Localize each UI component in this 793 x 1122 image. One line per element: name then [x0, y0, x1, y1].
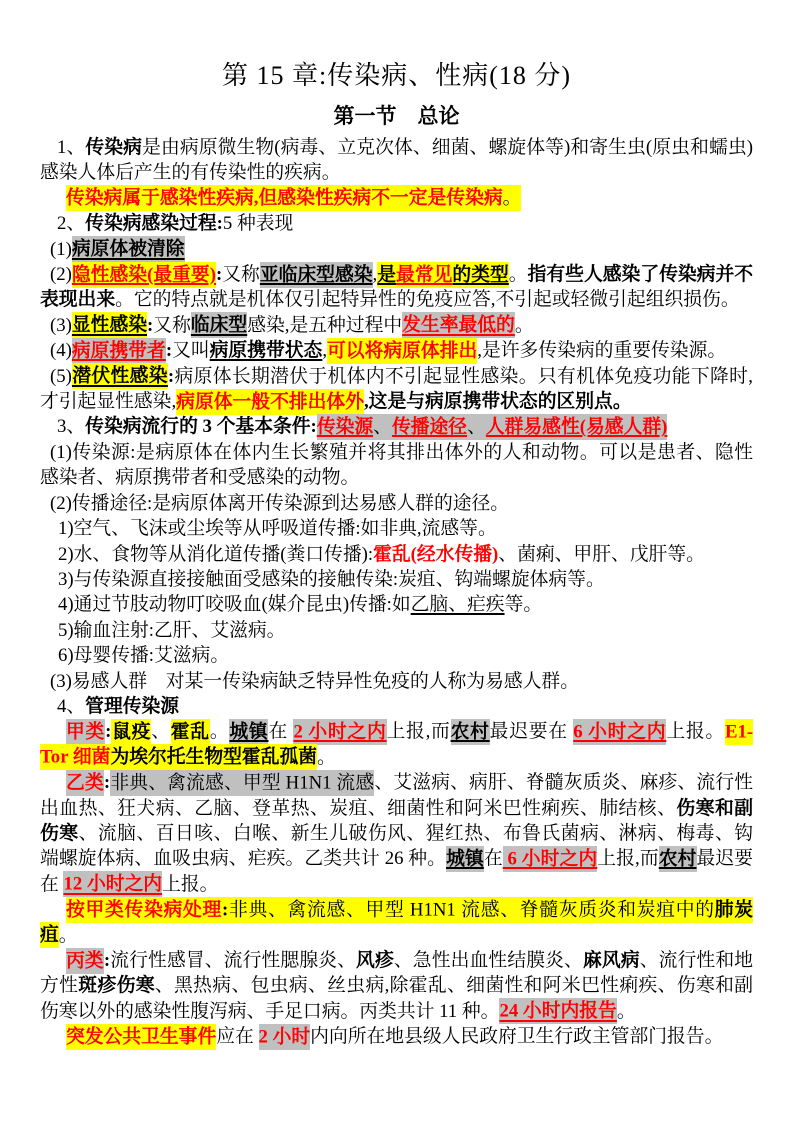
text-run: 最常见 [396, 262, 452, 288]
text-run: 伤寒和副伤寒 [40, 797, 754, 844]
text-run: 、 [151, 721, 171, 743]
text-run: (2)传播途径:是病原体离开传染源到达易感人群的途径。 [50, 492, 510, 514]
text-run: 6 小时之内 [573, 719, 666, 745]
paragraph [40, 211, 753, 236]
text-run: : [105, 721, 112, 743]
text-run: 传播途径 [392, 414, 467, 440]
text-run: 麻风病 [582, 950, 640, 971]
text-run: 潜伏性感染 [72, 363, 168, 389]
text-run: 指有些人感染了传染病并不表现出来 [40, 264, 754, 311]
text-run: 等。 [504, 594, 543, 616]
text-run: 风疹 [356, 950, 394, 971]
text-run: 最迟要在 [40, 848, 754, 895]
text-run: : [215, 264, 223, 286]
text-run: 农村 [451, 719, 490, 745]
text-run: 。 [209, 721, 230, 743]
text-run: 上报。 [162, 873, 219, 895]
text-run: 24 小时内报告 [499, 998, 616, 1024]
text-run: 2 小时 [259, 1024, 311, 1050]
text-run: 斑疹伤寒 [78, 975, 155, 997]
text-run: , [372, 264, 378, 286]
paragraph [40, 414, 753, 439]
text-run: 。 [58, 924, 78, 946]
text-run: 乙类 [66, 770, 104, 796]
text-run: : [103, 950, 111, 971]
text-run: 又称 [222, 264, 260, 286]
text-run: (1) [50, 238, 72, 260]
text-run: 城镇 [229, 719, 268, 745]
paragraph [40, 516, 753, 541]
text-run: 又称 [153, 314, 191, 336]
paragraph [40, 719, 753, 770]
text-run: (3)易感人群 对某一传染病缺乏特异性免疫的人称为易感人群。 [50, 670, 579, 692]
text-run: 。 [503, 185, 522, 211]
text-run: 。 [508, 264, 528, 286]
document-body [40, 135, 753, 1050]
text-run: 2、 [57, 213, 86, 235]
text-run: E1-Tor 细菌 [40, 719, 753, 770]
paragraph [40, 542, 753, 567]
text-run: 非典、禽流感、甲型 H1N1 流感 [110, 770, 374, 796]
text-run: 最迟要在 [489, 721, 574, 743]
text-run: : [222, 897, 228, 923]
text-run: 传染病 [85, 137, 143, 158]
text-run: 管理传染源 [85, 695, 180, 717]
text-run: 隐性感染(最重要) [72, 262, 216, 288]
text-run: (5) [50, 365, 72, 387]
paragraph [40, 770, 753, 897]
text-run: 的类型 [452, 262, 508, 288]
paragraph [40, 643, 753, 668]
paragraph [40, 948, 753, 1024]
paragraph [40, 440, 753, 491]
text-run: (1)传染源:是病原体在体内生长繁殖并将其排出体外的人和动物。可以是患者、隐性感染者、病原携带者和受感染的动物。 [40, 441, 753, 489]
paragraph [40, 313, 753, 338]
text-run: 、菌痢、甲肝、戊肝等。 [498, 543, 705, 565]
text-run: 。 [616, 1000, 636, 1022]
text-run: 临床型 [191, 312, 247, 338]
text-run: 人群易感性(易感人群) [486, 414, 668, 440]
text-run: 按甲类传染病处理 [66, 897, 222, 923]
text-run: 内向所在地县级人民政府卫生行政主管部门报告。 [310, 1026, 724, 1048]
paragraph [40, 262, 753, 313]
text-run: : [165, 340, 173, 362]
text-run: 1)空气、飞沫或尘埃等从呼吸道传播:如非典,流感等。 [58, 518, 497, 540]
text-run: 流行性感冒、流行性腮腺炎、 [110, 950, 357, 971]
paragraph [40, 694, 753, 719]
text-run: 是由病原微生物(病毒、立克次体、细菌、螺旋体等)和寄生虫(原虫和蠕虫)感染人体后产生的有传染性的疾病。 [40, 137, 754, 184]
text-run: 病原携带状态 [209, 340, 323, 362]
text-run: 可以将病原体排出 [327, 338, 477, 364]
text-run: 上报,而 [597, 848, 659, 870]
text-run: 发生率最低的 [402, 312, 515, 338]
text-run: 鼠疫 [111, 719, 151, 745]
section-heading: 第一节 总论 [333, 104, 460, 128]
text-run: 传染病流行的 3 个基本条件: [85, 416, 317, 438]
text-run: 非典、禽流感、甲型 H1N1 流感、脊髓灰质炎和炭疽中的 [228, 897, 714, 923]
text-run: : [167, 365, 175, 387]
text-run: 。 [317, 746, 336, 768]
text-run: 3)与传染源直接接触面受感染的接触传染:炭疽、钩端螺旋体病等。 [58, 568, 605, 590]
text-run: (2) [50, 264, 72, 286]
text-run: 亚临床型感染 [260, 262, 373, 288]
text-run: 5)输血注射:乙肝、艾滋病。 [58, 619, 286, 641]
text-run: 6)母婴传播:艾滋病。 [58, 645, 230, 667]
text-run: 、黑热病、包虫病、丝虫病,除霍乱、细菌性和阿米巴性痢疾、伤寒和副伤寒以外的感染性腹泻病、手足口病。丙类共计 11 种。 [40, 975, 754, 1022]
text-run: 应在 [216, 1026, 259, 1048]
paragraph [40, 237, 753, 262]
paragraph [40, 135, 753, 186]
text-run: 在 [268, 721, 294, 743]
text-run: 传染病感染过程: [85, 213, 223, 235]
text-run: (3) [50, 314, 72, 336]
text-run: 霍乱(经水传播) [373, 543, 499, 565]
text-run: 。 [514, 314, 534, 336]
paragraph [40, 491, 753, 516]
text-run: 、 [373, 414, 392, 440]
text-run: 传染病属于感染性疾病,但感染性疾病不一定是传染病 [66, 185, 503, 211]
text-run: ,这是与病原携带状态的区别点。 [363, 391, 632, 413]
text-run: 4、 [57, 695, 86, 717]
text-run: 、流行性和地方性 [40, 950, 754, 997]
text-run: 在 [483, 848, 503, 870]
text-run: 又叫 [172, 340, 210, 362]
text-run: 3、 [57, 416, 86, 438]
text-run: 感染,是五种过程中 [247, 314, 403, 336]
text-run: 肺炭疽 [40, 897, 753, 948]
paragraph [40, 618, 753, 643]
paragraph [40, 186, 753, 211]
text-run: 、艾滋病、病肝、脊髓灰质炎、麻疹、流行性出血热、狂犬病、乙脑、登革热、炭疽、细菌性和阿米巴性痢疾、肺结核、 [40, 772, 753, 819]
paragraph [40, 364, 753, 415]
text-run: 农村 [659, 846, 697, 872]
paragraph [40, 669, 753, 694]
text-run: 病原携带者 [72, 338, 166, 364]
text-run: 病原体长期潜伏于机体内不引起显性感染。只有机体免疫功能下降时,才引起显性感染, [40, 365, 753, 413]
text-run: 1、 [57, 137, 86, 158]
text-run: 、急性出血性结膜炎、 [393, 950, 583, 971]
text-run: 显性感染 [72, 312, 147, 338]
text-run: 上报。 [666, 721, 725, 743]
text-run: 。它的特点就是机体仅引起特异性的免疫应答,不引起或轻微引起组织损伤。 [115, 289, 740, 311]
text-run: 病原体一般不排出体外 [176, 389, 364, 415]
paragraph [40, 592, 753, 617]
text-run: 、 [467, 414, 486, 440]
chapter-title: 第 15 章:传染病、性病(18 分) [221, 61, 572, 90]
text-run: ,是许多传染病的重要传染源。 [477, 340, 727, 362]
text-run: 是 [377, 262, 396, 288]
text-run: (4) [50, 340, 72, 362]
text-run: , [322, 340, 328, 362]
text-run: 2 小时之内 [293, 719, 386, 745]
text-run: 丙类 [66, 948, 104, 974]
text-run: 城镇 [446, 846, 484, 872]
text-run: 霍乱 [171, 719, 210, 745]
text-run: : [147, 314, 154, 336]
text-run: : [103, 772, 111, 794]
paragraph [40, 567, 753, 592]
text-run: 传染源 [317, 414, 373, 440]
text-run: 突发公共卫生事件 [66, 1024, 216, 1050]
text-run: 上报,而 [386, 721, 451, 743]
text-run: 、流脑、百日咳、白喉、新生儿破伤风、猩红热、布鲁氏菌病、淋病、梅毒、钩端螺旋体病、血吸虫病、疟疾。乙类共计 26 种。 [40, 822, 754, 870]
text-run: 6 小时之内 [503, 846, 598, 872]
paragraph [40, 897, 753, 948]
paragraph [40, 338, 753, 363]
text-run: 病原体被清除 [72, 236, 185, 262]
paragraph [40, 1024, 753, 1049]
text-run: 2)水、食物等从消化道传播(粪口传播): [58, 543, 374, 565]
text-run: 4)通过节肢动物叮咬吸血(媒介昆虫)传播:如 [58, 594, 411, 616]
text-run: 为埃尔托生物型霍乱孤菌 [110, 744, 317, 770]
text-run: 甲类 [66, 719, 105, 745]
text-run: 12 小时之内 [63, 871, 162, 897]
text-run: 5 种表现 [222, 213, 294, 235]
text-run: 乙脑、疟疾 [410, 594, 505, 616]
